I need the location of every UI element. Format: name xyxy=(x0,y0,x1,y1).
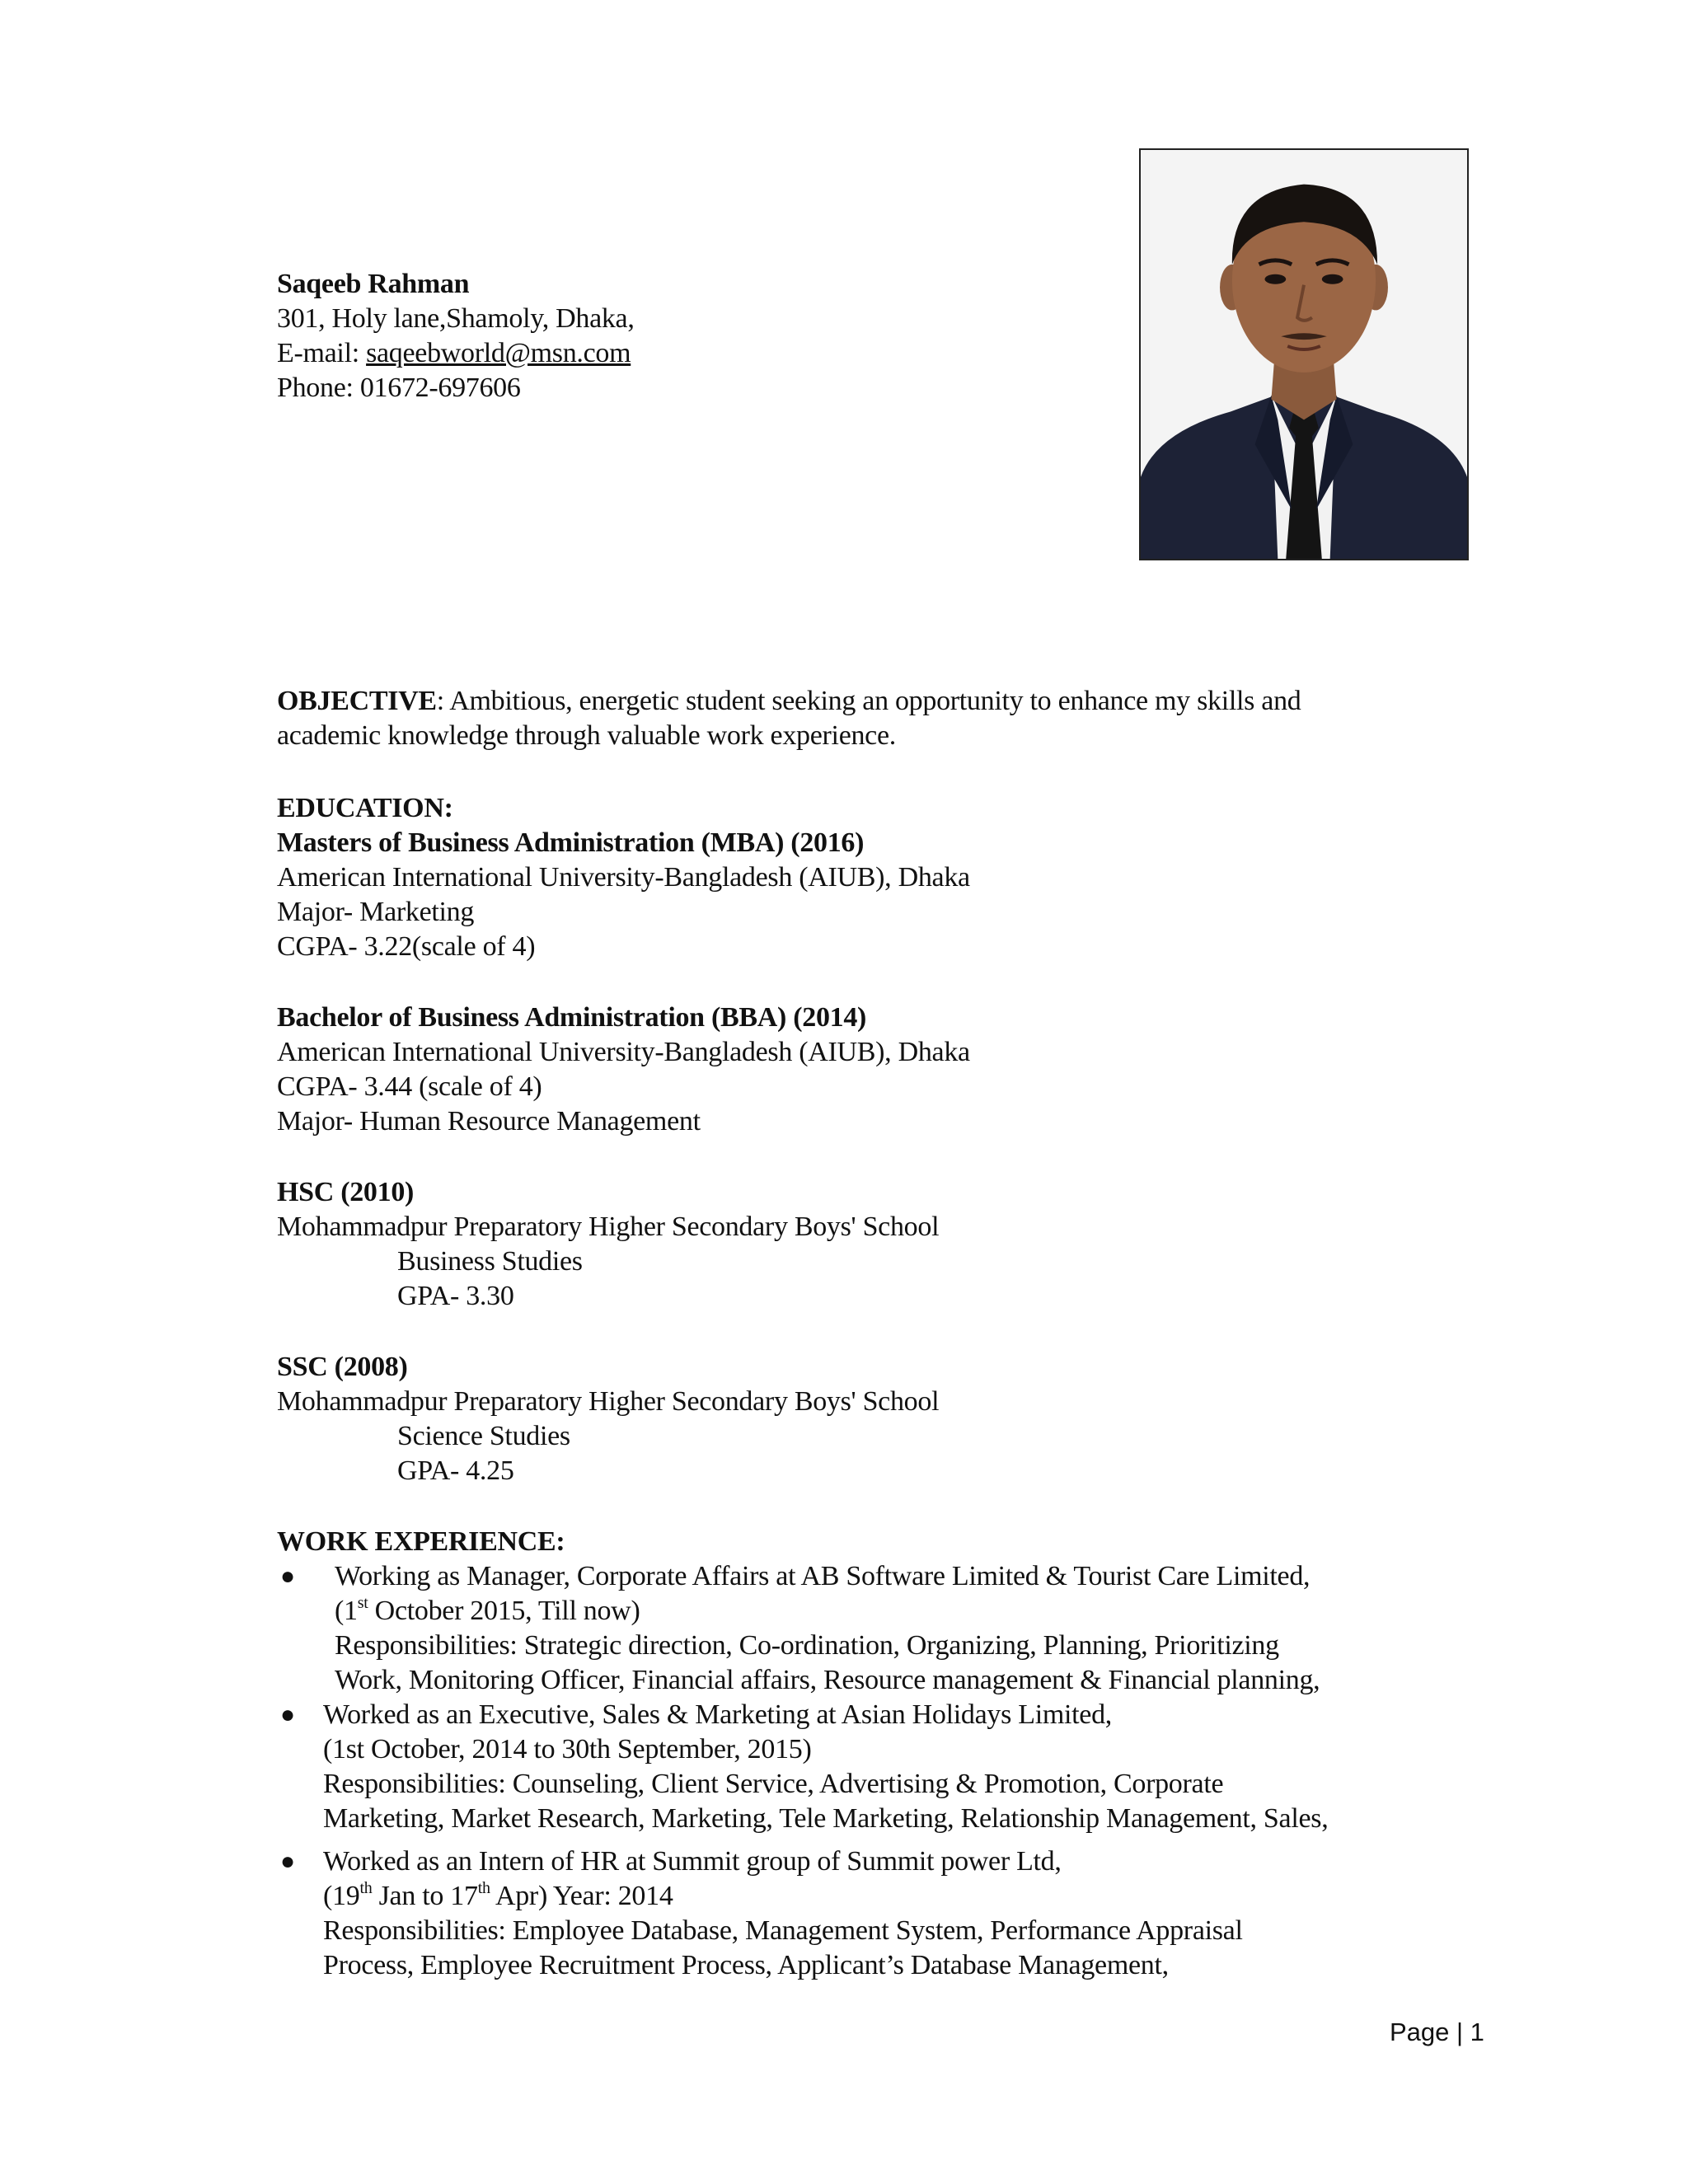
email-line xyxy=(277,336,631,371)
mba-cgpa: CGPA- 3.22(scale of 4) xyxy=(277,931,536,962)
job3-date: (19th Jan to 17th Apr) Year: 2014 xyxy=(323,1879,673,1911)
job1-date: (1st October 2015, Till now) xyxy=(335,1594,640,1626)
ssc-school: Mohammadpur Preparatory Higher Secondary Boys' School xyxy=(277,1386,940,1417)
hsc-school: Mohammadpur Preparatory Higher Secondary Boys' School xyxy=(277,1212,940,1242)
address: 301, Holy lane,Shamoly, Dhaka, xyxy=(277,303,635,334)
hsc-gpa: GPA- 3.30 xyxy=(397,1281,514,1311)
hsc-title: HSC (2010) xyxy=(277,1177,415,1207)
email-link[interactable]: saqeebworld@msn.com xyxy=(366,338,631,368)
job1-resp-2: Work, Monitoring Officer, Financial affairs, Resource management & Financial planning, xyxy=(335,1665,1320,1695)
job1-resp-1: Responsibilities: Strategic direction, Co-ordination, Organizing, Planning, Prioritizing xyxy=(335,1630,1279,1661)
mba-title: Masters of Business Administration (MBA) (2016) xyxy=(277,827,865,858)
phone: Phone: 01672-697606 xyxy=(277,373,521,403)
objective-label: OBJECTIVE xyxy=(277,686,437,716)
mba-school: American International University-Bangladesh (AIUB), Dhaka xyxy=(277,862,970,893)
work-heading: WORK EXPERIENCE: xyxy=(277,1526,565,1557)
job2-title: Worked as an Executive, Sales & Marketing at Asian Holidays Limited, xyxy=(323,1699,1112,1730)
objective-line-1: OBJECTIVE: Ambitious, energetic student seeking an opportunity to enhance my skills and xyxy=(277,686,1301,716)
bba-cgpa: CGPA- 3.44 (scale of 4) xyxy=(277,1071,542,1102)
job1-title: Working as Manager, Corporate Affairs at AB Software Limited & Tourist Care Limited, xyxy=(335,1561,1311,1591)
bba-major: Major- Human Resource Management xyxy=(277,1106,701,1137)
bba-title: Bachelor of Business Administration (BBA) (2014) xyxy=(277,1002,867,1033)
job2-resp-2: Marketing, Market Research, Marketing, Tele Marketing, Relationship Management, Sales, xyxy=(323,1803,1329,1834)
bba-school: American International University-Bangladesh (AIUB), Dhaka xyxy=(277,1037,970,1067)
candidate-name: Saqeeb Rahman xyxy=(277,269,470,299)
bullet-icon: ● xyxy=(280,1563,296,1590)
job3-resp-1: Responsibilities: Employee Database, Management System, Performance Appraisal xyxy=(323,1915,1243,1946)
job2-date: (1st October, 2014 to 30th September, 2015) xyxy=(323,1734,812,1765)
job3-resp-2: Process, Employee Recruitment Process, Applicant’s Database Management, xyxy=(323,1950,1169,1980)
profile-photo xyxy=(1139,148,1469,560)
page-number: Page | 1 xyxy=(1390,2018,1484,2046)
bullet-icon: ● xyxy=(280,1701,296,1728)
objective-line-2: academic knowledge through valuable work experience. xyxy=(277,720,896,751)
job3-title: Worked as an Intern of HR at Summit group of Summit power Ltd, xyxy=(323,1846,1062,1877)
mba-major: Major- Marketing xyxy=(277,897,475,927)
ssc-title: SSC (2008) xyxy=(277,1352,408,1382)
hsc-group: Business Studies xyxy=(397,1246,583,1277)
education-heading: EDUCATION: xyxy=(277,793,453,823)
bullet-icon: ● xyxy=(280,1848,296,1875)
job2-resp-1: Responsibilities: Counseling, Client Service, Advertising & Promotion, Corporate xyxy=(323,1769,1224,1799)
ssc-gpa: GPA- 4.25 xyxy=(397,1455,514,1486)
ssc-group: Science Studies xyxy=(397,1421,570,1451)
email-label: E-mail: xyxy=(277,338,367,368)
